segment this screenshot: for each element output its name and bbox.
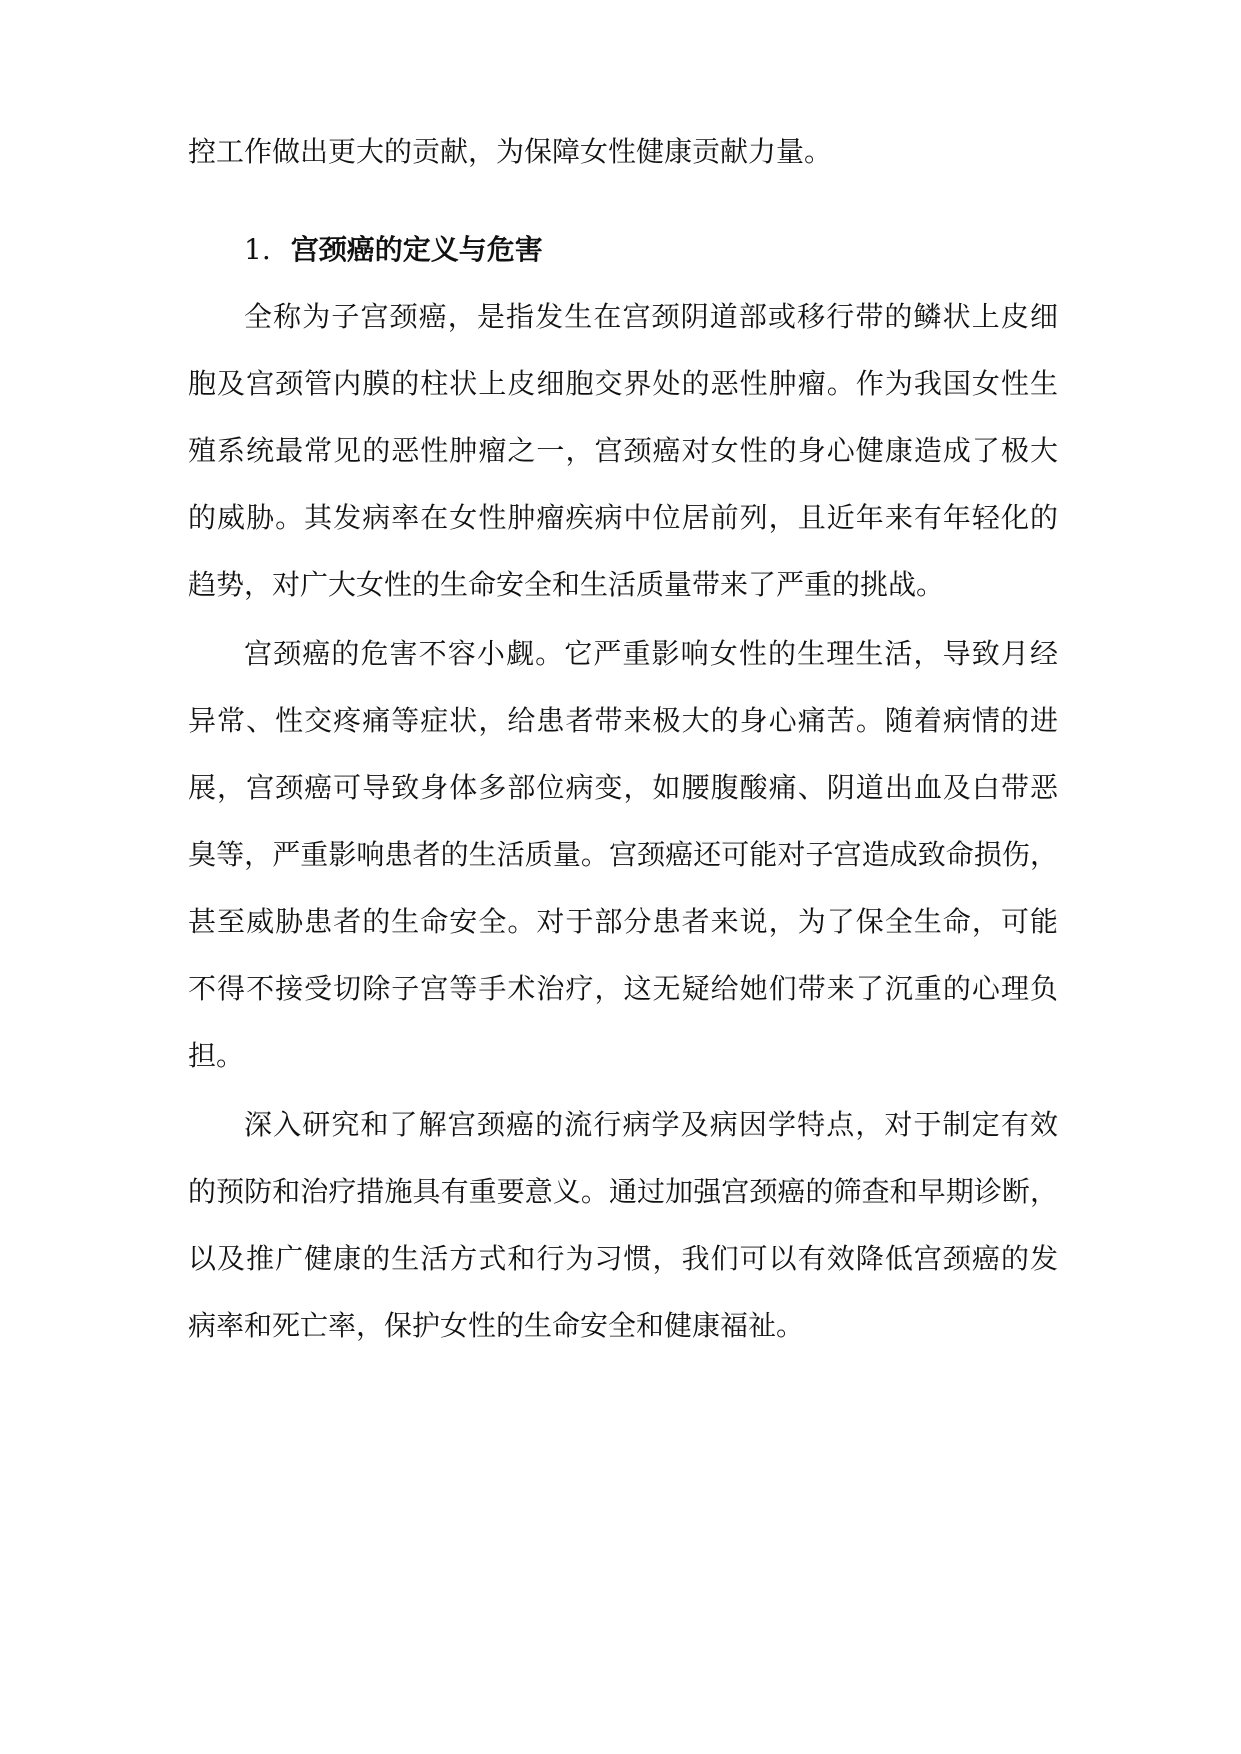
paragraph-line: 宫颈癌的危害不容小觑。它严重影响女性的生理生活，导致月经 (244, 637, 1058, 670)
section-heading (244, 230, 543, 270)
paragraph-line: 担。 (188, 1039, 245, 1072)
intro-tail-line: 控工作做出更大的贡献，为保障女性健康贡献力量。 (188, 135, 833, 168)
paragraph-line: 的威胁。其发病率在女性肿瘤疾病中位居前列，且近年来有年轻化的 (188, 501, 1058, 534)
paragraph-line: 全称为子宫颈癌，是指发生在宫颈阴道部或移行带的鳞状上皮细 (244, 300, 1058, 333)
paragraph-line: 甚至威胁患者的生命安全。对于部分患者来说，为了保全生命，可能 (188, 905, 1058, 938)
paragraph-line: 不得不接受切除子宫等手术治疗，这无疑给她们带来了沉重的心理负 (188, 972, 1058, 1005)
paragraph-line: 趋势，对广大女性的生命安全和生活质量带来了严重的挑战。 (188, 568, 945, 601)
paragraph-line: 病率和死亡率，保护女性的生命安全和健康福祉。 (188, 1309, 805, 1342)
section-title: 宫颈癌的定义与危害 (290, 233, 543, 266)
paragraph-line: 臭等，严重影响患者的生活质量。宫颈癌还可能对子宫造成致命损伤， (188, 838, 1058, 871)
paragraph-line: 殖系统最常见的恶性肿瘤之一，宫颈癌对女性的身心健康造成了极大 (188, 434, 1058, 467)
section-number: 1. (244, 233, 271, 266)
paragraph-line: 展，宫颈癌可导致身体多部位病变，如腰腹酸痛、阴道出血及白带恶 (188, 771, 1058, 804)
paragraph-line: 的预防和治疗措施具有重要意义。通过加强宫颈癌的筛查和早期诊断， (188, 1175, 1058, 1208)
paragraph-line: 胞及宫颈管内膜的柱状上皮细胞交界处的恶性肿瘤。作为我国女性生 (188, 367, 1058, 400)
paragraph-line: 以及推广健康的生活方式和行为习惯，我们可以有效降低宫颈癌的发 (188, 1242, 1058, 1275)
paragraph-line: 深入研究和了解宫颈癌的流行病学及病因学特点，对于制定有效 (244, 1108, 1058, 1141)
paragraph-line: 异常、性交疼痛等症状，给患者带来极大的身心痛苦。随着病情的进 (188, 704, 1058, 737)
